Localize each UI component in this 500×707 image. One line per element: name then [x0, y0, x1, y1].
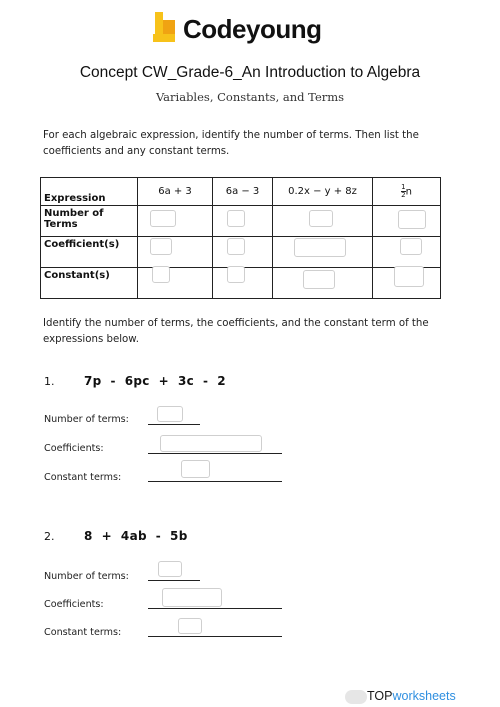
expression-header: Expression	[41, 178, 138, 206]
answer-box-terms-3[interactable]	[309, 210, 333, 227]
question-1-number: 1.	[44, 375, 55, 388]
q1-constant-label: Constant terms:	[44, 472, 122, 483]
row-coefficients: Coefficient(s)	[41, 237, 138, 268]
expression-col-4	[373, 178, 441, 206]
q2-constant-box[interactable]	[178, 618, 202, 634]
topworksheets-brand	[367, 689, 456, 703]
answer-box-coef-2[interactable]	[227, 238, 245, 255]
codeyoung-logo-icon	[151, 12, 177, 46]
q2-coefficients-box[interactable]	[162, 588, 222, 607]
q1-number-of-terms-box[interactable]	[157, 406, 183, 422]
fraction-den: 2	[401, 191, 406, 199]
question-2-number: 2.	[44, 530, 55, 543]
instructions-1-line1: For each algebraic expression, identify the number of terms. Then list the	[43, 130, 419, 141]
expression-col-2: 6a − 3	[213, 178, 273, 206]
instructions-2-line1: Identify the number of terms, the coefficients, and the constant term of the	[43, 318, 429, 329]
answer-box-const-2[interactable]	[227, 266, 245, 283]
expression-col-1: 6a + 3	[138, 178, 213, 206]
answer-box-coef-4[interactable]	[400, 238, 422, 255]
brand-top: TOP	[367, 689, 393, 703]
row-number-of-terms: Number of Terms	[41, 206, 138, 237]
answer-box-terms-2[interactable]	[227, 210, 245, 227]
page-subtitle: Variables, Constants, and Terms	[155, 90, 345, 104]
page-title: Concept CW_Grade-6_An Introduction to Algebra	[79, 64, 421, 81]
instructions-2-line2: expressions below.	[43, 334, 139, 345]
q1-coefficients-box[interactable]	[160, 435, 262, 452]
q2-coefficients-label: Coefficients:	[44, 599, 104, 610]
q1-number-of-terms-label: Number of terms:	[44, 414, 129, 425]
q2-constant-label: Constant terms:	[44, 627, 122, 638]
fraction-num: 1	[401, 183, 406, 191]
answer-box-const-3[interactable]	[303, 270, 335, 289]
q1-number-of-terms-line	[148, 424, 200, 425]
q2-number-of-terms-line	[148, 580, 200, 581]
q1-coefficients-label: Coefficients:	[44, 443, 104, 454]
answer-box-coef-3[interactable]	[294, 238, 346, 257]
q1-constant-line	[148, 481, 282, 482]
cloud-icon	[345, 690, 367, 704]
answer-box-const-1[interactable]	[152, 266, 170, 283]
codeyoung-logo-text: Codeyoung	[183, 14, 322, 44]
instructions-2	[43, 316, 429, 348]
answer-box-terms-4[interactable]	[398, 210, 426, 229]
instructions-1	[43, 128, 419, 160]
q2-constant-line	[148, 636, 282, 637]
brand-worksheets: worksheets	[392, 689, 456, 703]
q2-coefficients-line	[148, 608, 282, 609]
row-constants: Constant(s)	[41, 268, 138, 299]
expression-col-3: 0.2x − y + 8z	[273, 178, 373, 206]
answer-box-coef-1[interactable]	[150, 238, 172, 255]
q1-constant-box[interactable]	[181, 460, 210, 478]
instructions-1-line2: coefficients and any constant terms.	[43, 146, 230, 157]
question-2-expression: 8 + 4ab - 5b	[84, 529, 188, 543]
q1-coefficients-line	[148, 453, 282, 454]
answer-box-terms-1[interactable]	[150, 210, 176, 227]
question-1-expression: 7p - 6pc + 3c - 2	[84, 374, 226, 388]
q2-number-of-terms-label: Number of terms:	[44, 571, 129, 582]
q2-number-of-terms-box[interactable]	[158, 561, 182, 577]
answer-box-const-4[interactable]	[394, 266, 424, 287]
fraction-var: n	[405, 186, 412, 198]
